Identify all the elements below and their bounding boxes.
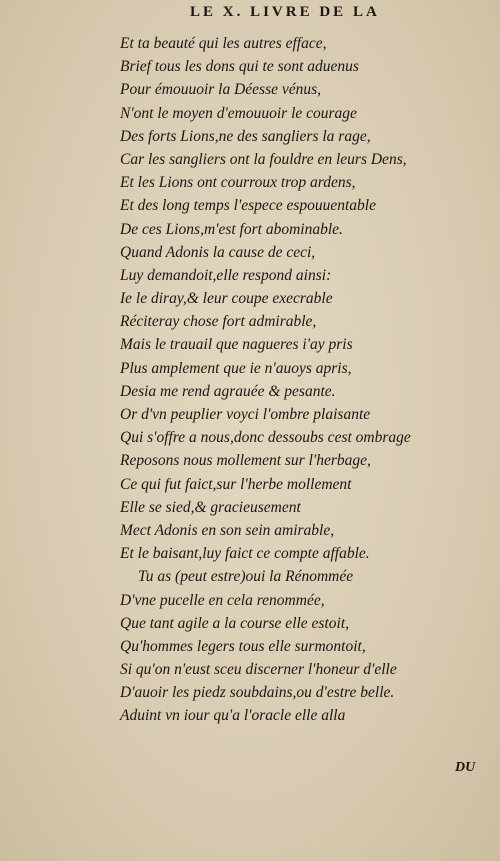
verse-line: Ie le diray,& leur coupe execrable [120, 290, 333, 308]
verse-line: Car les sangliers ont la fouldre en leurs Dens, [120, 150, 407, 168]
verse-line: Et ta beauté qui les autres efface, [120, 35, 327, 52]
verse-line: D'vne pucelle en cela renommée, [120, 591, 325, 609]
catchword: DU [455, 760, 476, 775]
verse-line: Desia me rend agrauée & pesante. [120, 382, 336, 400]
verse-line: Or d'vn peuplier voyci l'ombre plaisante [120, 406, 371, 423]
verse-line: Mect Adonis en son sein amirable, [120, 521, 335, 539]
verse-line: Que tant agile a la course elle estoit, [120, 614, 350, 632]
verse-line: Reposons nous mollement sur l'herbage, [120, 452, 371, 470]
verse-line: Mais le trauail que nagueres i'ay pris [120, 336, 353, 354]
verse-line: Des forts Lions,ne des sangliers la rage, [120, 127, 371, 145]
verse-line: Et des long temps l'espece espouuentable [120, 197, 376, 215]
verse-line: Brief tous les dons qui te sont aduenus [120, 58, 359, 76]
verse-line: Pour émouuoir la Déesse vénus, [120, 81, 322, 99]
verse-line: Qui s'offre a nous,donc dessoubs cest ombrage [120, 429, 411, 447]
verse-line: De ces Lions,m'est fort abominable. [120, 220, 343, 238]
verse-line: Luy demandoit,elle respond ainsi: [120, 266, 332, 284]
verse-line: Elle se sied,& gracieusement [120, 498, 301, 516]
running-title: LE X. LIVRE DE LA [190, 4, 380, 20]
verse-line: N'ont le moyen d'emouuoir le courage [120, 104, 357, 122]
verse-line: Aduint vn iour qu'a l'oracle elle alla [120, 707, 346, 725]
verse-line: Tu as (peut estre)oui la Rénommée [138, 568, 354, 586]
verse-block [120, 32, 465, 728]
verse-line: Et les Lions ont courroux trop ardens, [120, 174, 356, 192]
verse-line: Réciteray chose fort admirable, [120, 313, 317, 331]
verse-line: Ce qui fut faict,sur l'herbe mollement [120, 475, 352, 493]
verse-line: Quand Adonis la cause de ceci, [120, 243, 316, 261]
verse-line: Et le baisant,luy faict ce compte affable. [120, 545, 370, 563]
verse-line: Plus amplement que ie n'auoys apris, [120, 359, 352, 377]
verse-line: Qu'hommes legers tous elle surmontoit, [120, 637, 366, 655]
verse-line: D'auoir les piedz soubdains,ou d'estre belle. [120, 684, 395, 702]
verse-line: Si qu'on n'eust sceu discerner l'honeur d'elle [120, 661, 397, 679]
